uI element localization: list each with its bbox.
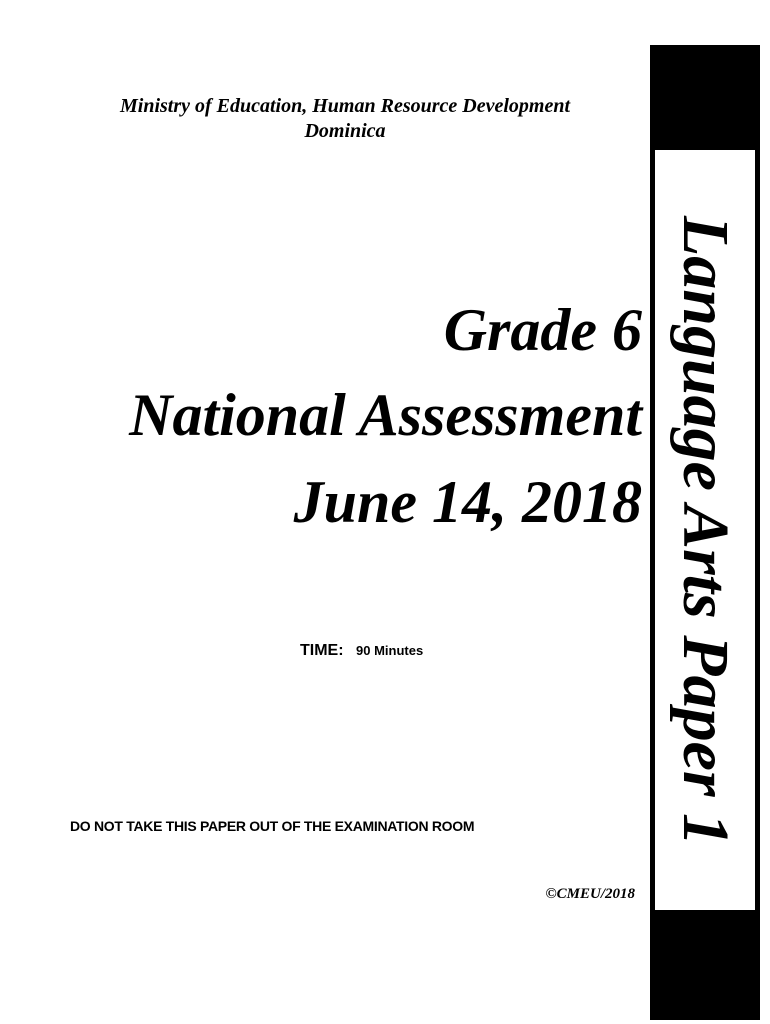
time-value: 90 Minutes — [356, 643, 424, 658]
paper-title: Language Arts Paper 1 — [669, 215, 742, 847]
grade-heading: Grade 6 — [443, 297, 642, 363]
ministry-header — [60, 94, 630, 144]
copyright-notice: ©CMEU/2018 — [545, 886, 635, 902]
ministry-name: Ministry of Education, Human Resource Development — [119, 95, 571, 117]
ministry-country: Dominica — [304, 120, 386, 142]
time-label: TIME: — [300, 642, 344, 659]
assessment-heading: National Assessment — [129, 382, 642, 448]
exam-room-warning: DO NOT TAKE THIS PAPER OUT OF THE EXAMINATION ROOM — [70, 818, 475, 834]
time-allowed — [300, 642, 423, 660]
exam-date-heading: June 14, 2018 — [293, 469, 642, 535]
